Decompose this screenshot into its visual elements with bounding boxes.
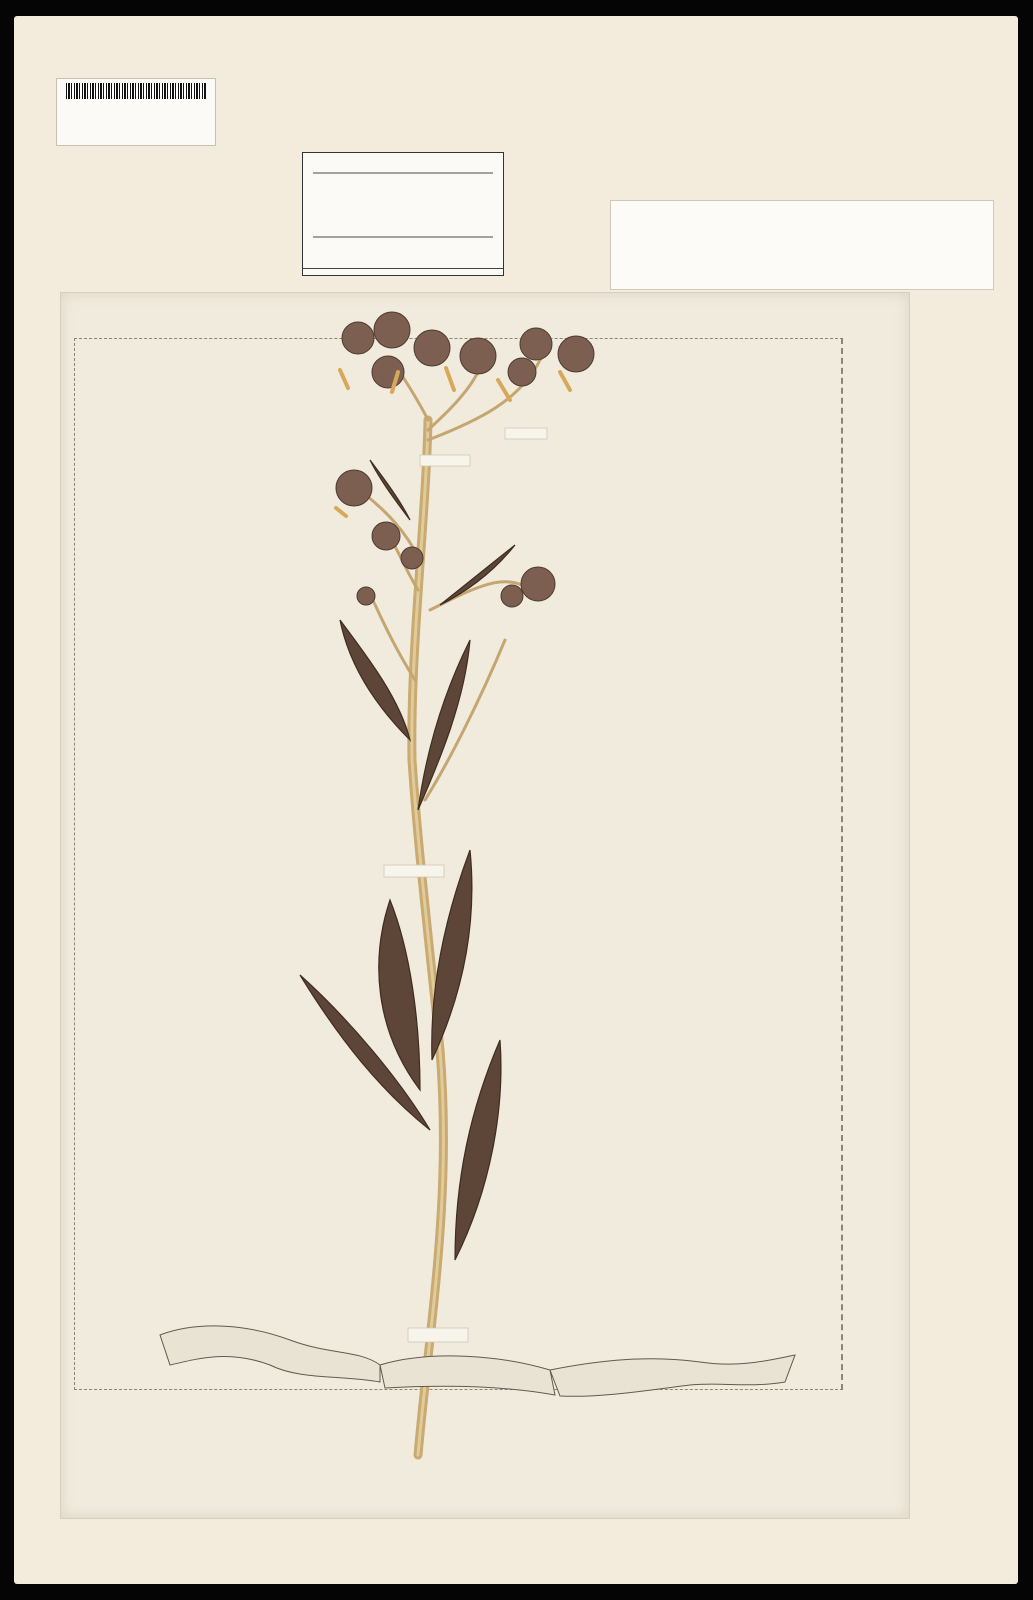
scale-ruler-label — [302, 152, 504, 276]
typification-label — [610, 200, 994, 290]
dashed-border-frame — [74, 338, 843, 1390]
herbarium-title — [303, 268, 503, 271]
barcode-bars — [66, 83, 206, 99]
ruler-scale — [313, 159, 493, 243]
barcode-label — [56, 78, 216, 146]
